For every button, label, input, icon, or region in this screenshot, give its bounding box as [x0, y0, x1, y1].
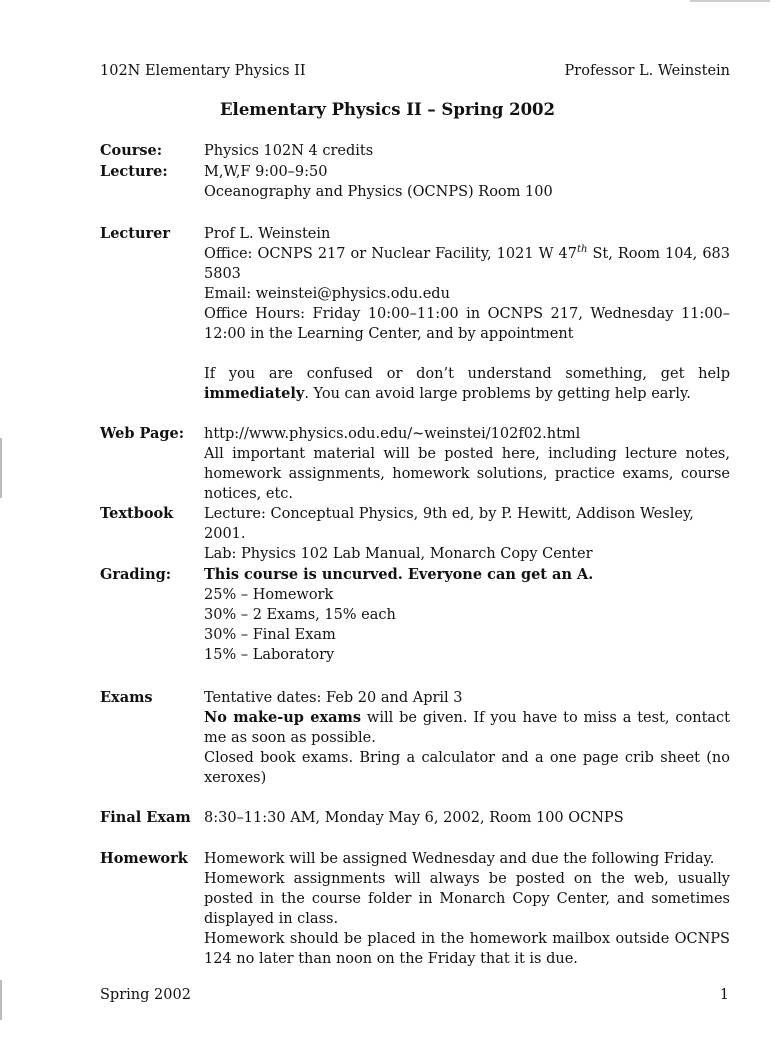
lecture-label: Lecture: — [100, 163, 168, 180]
course-value: Physics 102N 4 credits — [204, 143, 374, 159]
grading-item: 15% – Laboratory — [204, 647, 335, 663]
scan-edge-mark — [690, 0, 770, 2]
header-professor: Professor L. Weinstein — [564, 63, 730, 79]
grading-item: 25% – Homework — [204, 587, 334, 603]
lecturer-office-hours: Office Hours: Friday 10:00–11:00 in OCNPS 217, Wednesday 11:00–12:00 in the Learning Center, and by appointment — [204, 306, 730, 342]
exams-closed-book: Closed book exams. Bring a calculator and a one page crib sheet (no xeroxes) — [204, 750, 730, 786]
lecturer-help-note: If you are confused or don’t understand something, get help immediately. You can avoid large problems by getting help early. — [204, 366, 730, 402]
textbook-lab: Lab: Physics 102 Lab Manual, Monarch Copy Center — [204, 546, 593, 562]
textbook-lecture: Lecture: Conceptual Physics, 9th ed, by P. Hewitt, Addison Wesley, 2001. — [204, 506, 694, 542]
lecturer-label: Lecturer — [100, 225, 170, 242]
lecturer-office: Office: OCNPS 217 or Nuclear Facility, 1021 W 47th St, Room 104, 683 5803 — [204, 244, 730, 282]
course-label: Course: — [100, 142, 163, 159]
final-exam-value: 8:30–11:30 AM, Monday May 6, 2002, Room 100 OCNPS — [204, 810, 624, 826]
final-exam-label: Final Exam — [100, 809, 191, 826]
webpage-label: Web Page: — [100, 425, 185, 442]
page-title: Elementary Physics II – Spring 2002 — [219, 100, 556, 119]
lecture-room: Oceanography and Physics (OCNPS) Room 100 — [204, 184, 553, 200]
webpage-description: All important material will be posted here, including lecture notes, homework assignments, homework solutions, practice exams, course notices, etc. — [204, 446, 730, 502]
page-number: 1 — [719, 987, 729, 1003]
homework-paragraph: Homework should be placed in the homework mailbox outside OCNPS 124 no later than noon on the Friday that it is due. — [204, 931, 730, 967]
grading-item: 30% – 2 Exams, 15% each — [204, 607, 396, 623]
lecturer-name: Prof L. Weinstein — [204, 226, 331, 242]
grading-item: 30% – Final Exam — [204, 627, 336, 643]
textbook-label: Textbook — [100, 505, 174, 522]
homework-paragraph: Homework will be assigned Wednesday and due the following Friday. — [204, 851, 715, 867]
homework-label: Homework — [100, 850, 188, 867]
webpage-url: http://www.physics.odu.edu/~weinstei/102f02.html — [204, 426, 581, 442]
header-course-name: 102N Elementary Physics II — [100, 63, 306, 79]
exams-label: Exams — [100, 689, 153, 706]
exams-makeup-policy: No make-up exams will be given. If you have to miss a test, contact me as soon as possible. — [204, 709, 730, 746]
grading-headline: This course is uncurved. Everyone can get an A. — [204, 566, 594, 583]
lecturer-email: Email: weinstei@physics.odu.edu — [204, 286, 450, 302]
scan-edge-mark — [0, 980, 2, 1020]
footer-term: Spring 2002 — [100, 987, 191, 1003]
grading-label: Grading: — [100, 566, 172, 583]
lecture-time: M,W,F 9:00–9:50 — [204, 164, 328, 180]
homework-paragraph: Homework assignments will always be posted on the web, usually posted in the course folder in Monarch Copy Center, and sometimes displayed in class. — [204, 871, 730, 927]
scan-edge-mark — [0, 438, 2, 498]
exams-tentative-dates: Tentative dates: Feb 20 and April 3 — [204, 690, 463, 706]
